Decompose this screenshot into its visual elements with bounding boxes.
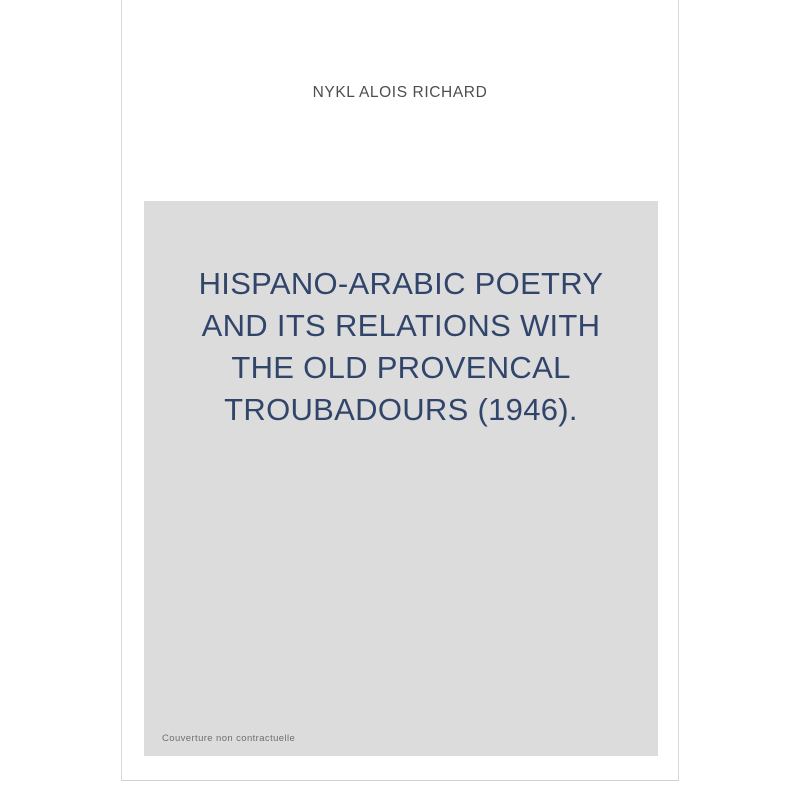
book-title (144, 263, 658, 431)
title-panel (144, 201, 658, 756)
book-cover-sheet (121, 0, 679, 781)
cover-disclaimer-note: Couverture non contractuelle (162, 733, 296, 744)
title-line-2: AND ITS RELATIONS WITH (201, 308, 601, 343)
author-name: NYKL ALOIS RICHARD (312, 84, 488, 101)
title-line-4: TROUBADOURS (1946). (224, 392, 578, 427)
title-line-1: HISPANO-ARABIC POETRY (198, 266, 604, 301)
title-line-3: THE OLD PROVENCAL (231, 350, 571, 385)
